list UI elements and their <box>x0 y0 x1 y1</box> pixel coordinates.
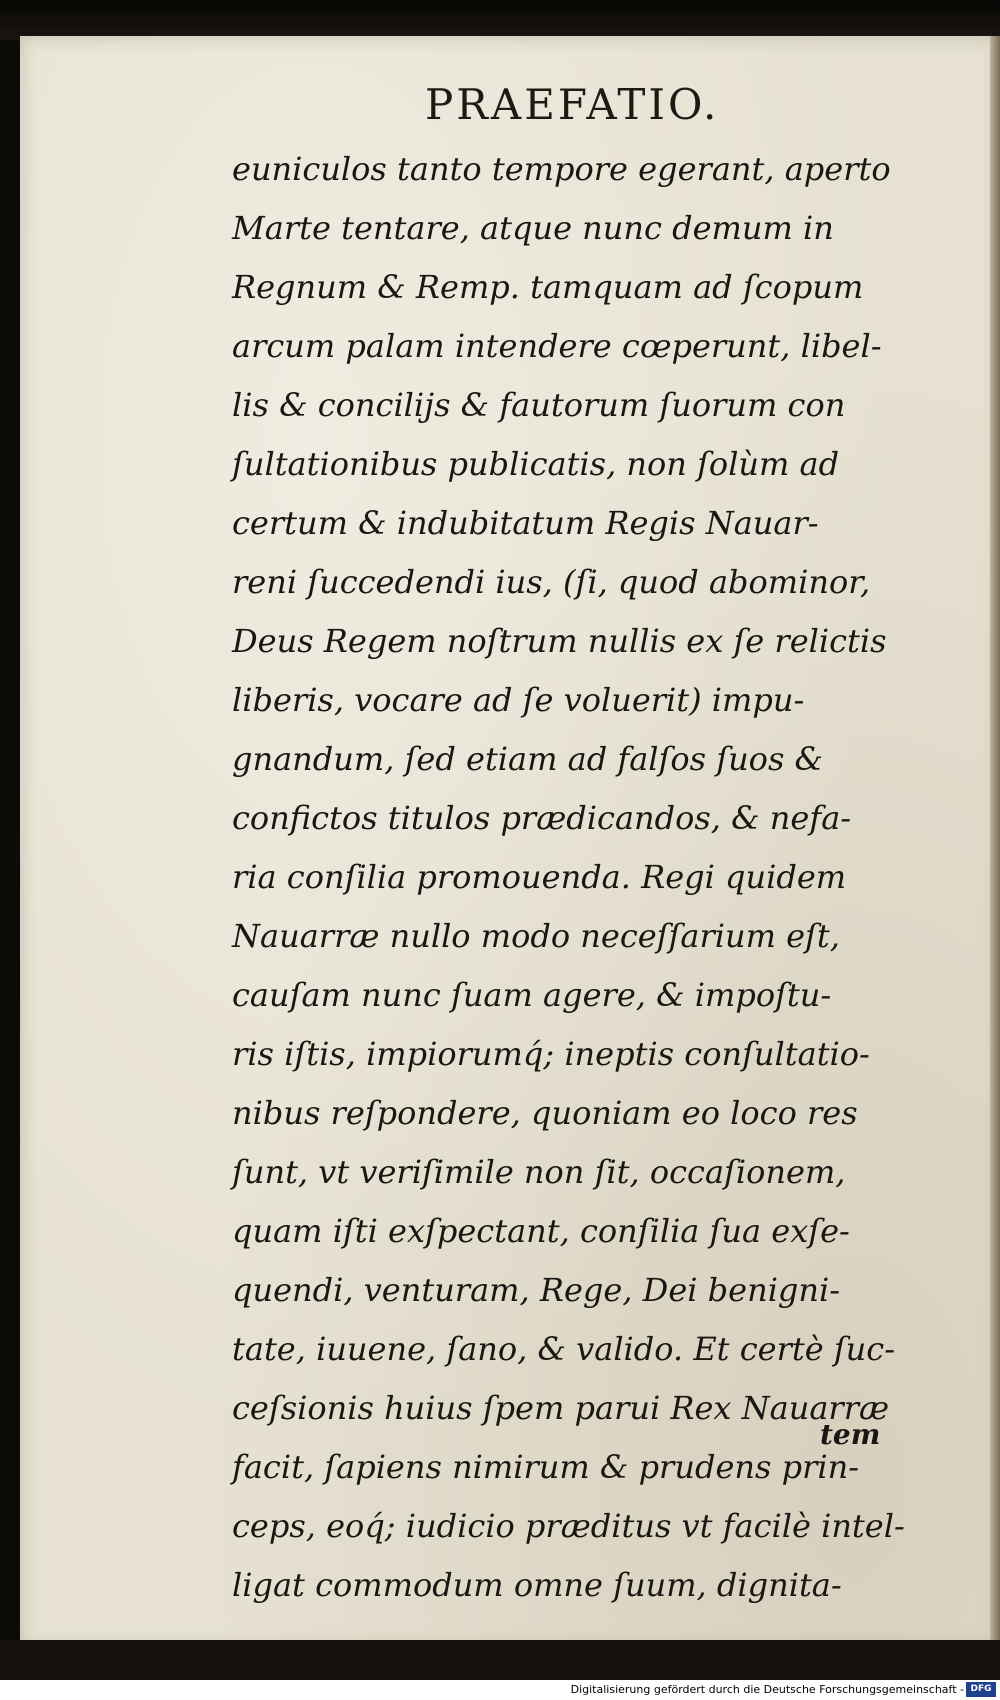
text-line: Deus Regem noſtrum nullis ex ſe relictis <box>232 622 887 660</box>
text-line: liberis, vocare ad ſe voluerit) impu- <box>232 681 805 719</box>
text-line: Marte tentare, atque nunc demum in <box>232 209 834 247</box>
text-line: gnandum, ſed etiam ad falſos ſuos & <box>232 740 824 778</box>
text-line: euniculos tanto tempore egerant, aperto <box>232 150 891 188</box>
text-line: ligat commodum omne ſuum, dignita- <box>232 1566 842 1604</box>
text-line: lis & concilijs & fautorum ſuorum con <box>232 386 846 424</box>
text-line: facit, ſapiens nimirum & prudens prin- <box>232 1448 860 1486</box>
page-edge <box>990 36 1000 1648</box>
dfg-logo: DFG <box>966 1682 996 1697</box>
running-head: PRAEFATIO. <box>425 80 720 129</box>
text-line: ris iſtis, impiorumq́; ineptis conſultatio- <box>232 1035 870 1073</box>
digitization-credit: Digitalisierung gefördert durch die Deutsche Forschungsgemeinschaft - <box>570 1683 964 1696</box>
text-line: certum & indubitatum Regis Nauar- <box>232 504 819 542</box>
body-text <box>232 140 922 1615</box>
text-line: cauſam nunc ſuam agere, & impoſtu- <box>232 976 832 1014</box>
text-line: quendi, venturam, Rege, Dei benigni- <box>232 1271 841 1309</box>
scan-background-top <box>0 0 1000 40</box>
text-line: ria conſilia promouenda. Regi quidem <box>232 858 847 896</box>
text-line: confictos titulos prædicandos, & nefa- <box>232 799 852 837</box>
text-line: ſultationibus publicatis, non ſolùm ad <box>232 445 840 483</box>
text-line: ſunt, vt veriſimile non ſit, occaſionem, <box>232 1153 846 1191</box>
text-line: quam iſti exſpectant, conſilia ſua exſe- <box>232 1212 850 1250</box>
text-line: reni ſuccedendi ius, (ſi, quod abominor, <box>232 563 871 601</box>
text-line: ceſsionis huius ſpem parui Rex Nauarræ <box>232 1389 890 1427</box>
text-line: ceps, eoq́; iudicio præditus vt facilè intel- <box>232 1507 905 1545</box>
text-line: arcum palam intendere cœperunt, libel- <box>232 327 882 365</box>
catchword: tem <box>820 1418 881 1451</box>
text-line: Nauarræ nullo modo neceſſarium eſt, <box>232 917 840 955</box>
text-line: Regnum & Remp. tamquam ad ſcopum <box>232 268 864 306</box>
text-line: tate, iuuene, ſano, & valido. Et certè ſuc- <box>232 1330 896 1368</box>
text-line: nibus reſpondere, quoniam eo loco res <box>232 1094 858 1132</box>
scan-background-bottom <box>0 1640 1000 1680</box>
